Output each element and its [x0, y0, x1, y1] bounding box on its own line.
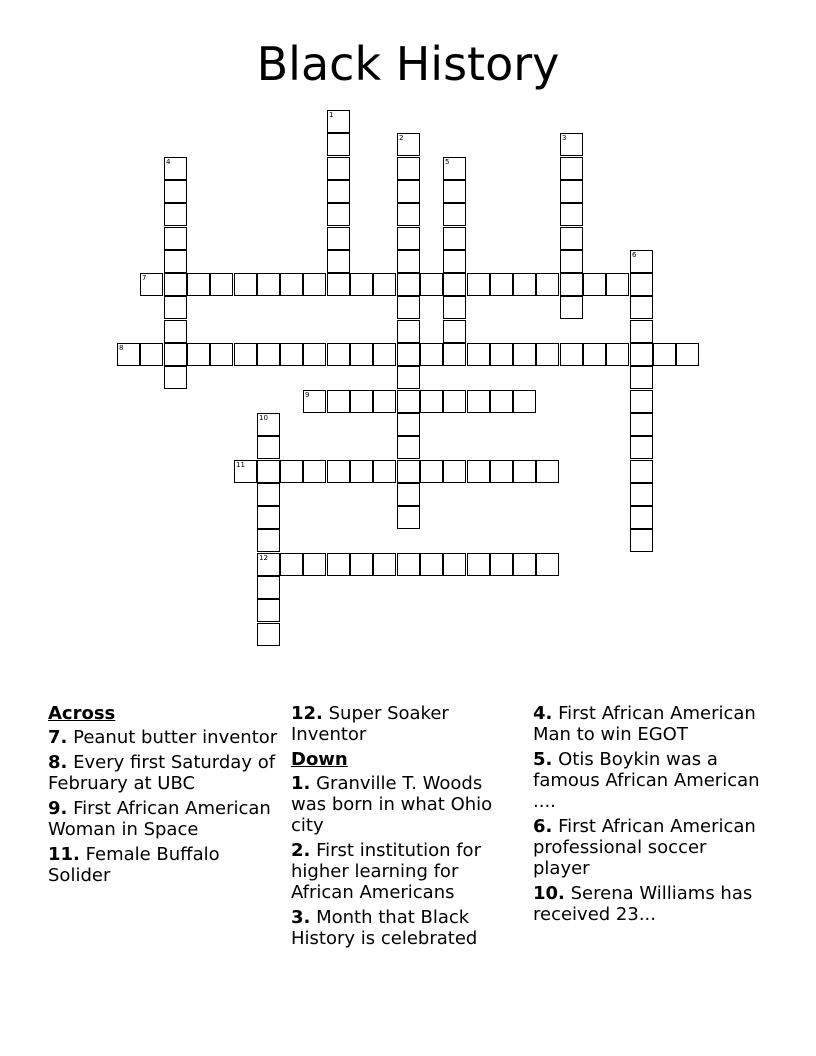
- grid-cell[interactable]: [327, 460, 350, 483]
- grid-cell[interactable]: [397, 343, 420, 366]
- grid-cell[interactable]: [210, 343, 233, 366]
- cell-number: 3: [562, 134, 567, 142]
- grid-cell[interactable]: [234, 273, 257, 296]
- grid-cell[interactable]: [257, 529, 280, 552]
- grid-cell[interactable]: [397, 366, 420, 389]
- grid-cell[interactable]: [397, 273, 420, 296]
- grid-cell[interactable]: [164, 227, 187, 250]
- grid-cell[interactable]: [630, 296, 653, 319]
- grid-cell[interactable]: [560, 250, 583, 273]
- grid-cell[interactable]: [513, 390, 536, 413]
- grid-cell[interactable]: [397, 133, 420, 156]
- grid-cell[interactable]: [397, 506, 420, 529]
- grid-cell[interactable]: [560, 203, 583, 226]
- grid-cell[interactable]: [630, 250, 653, 273]
- grid-cell[interactable]: [630, 506, 653, 529]
- grid-cell[interactable]: [630, 483, 653, 506]
- grid-cell[interactable]: [420, 460, 443, 483]
- cell-number: 9: [305, 391, 310, 399]
- clue-down-6: 6. First African American professional soccer player: [533, 816, 756, 879]
- grid-cell[interactable]: [327, 180, 350, 203]
- grid-cell[interactable]: [443, 157, 466, 180]
- grid-cell[interactable]: [303, 343, 326, 366]
- grid-cell[interactable]: [397, 413, 420, 436]
- grid-cell[interactable]: [443, 320, 466, 343]
- grid-cell[interactable]: [630, 413, 653, 436]
- grid-cell[interactable]: [536, 273, 559, 296]
- grid-cell[interactable]: [653, 343, 676, 366]
- grid-cell[interactable]: [187, 273, 210, 296]
- clue-column-1: [48, 703, 284, 890]
- grid-cell[interactable]: [164, 203, 187, 226]
- grid-cell[interactable]: [373, 553, 396, 576]
- grid-cell[interactable]: [164, 320, 187, 343]
- grid-cell[interactable]: [373, 273, 396, 296]
- grid-cell[interactable]: [630, 343, 653, 366]
- cell-number: 6: [632, 251, 637, 259]
- grid-cell[interactable]: [327, 553, 350, 576]
- grid-cell[interactable]: [560, 180, 583, 203]
- grid-cell[interactable]: [257, 506, 280, 529]
- cell-number: 7: [142, 274, 147, 282]
- clue-down-10: 10. Serena Williams has received 23...: [533, 883, 753, 925]
- grid-cell[interactable]: [397, 320, 420, 343]
- grid-cell[interactable]: [630, 460, 653, 483]
- grid-cell[interactable]: [234, 460, 257, 483]
- clue-across-9: 9. First African American Woman in Space: [48, 798, 271, 840]
- grid-cell[interactable]: [187, 343, 210, 366]
- clue-across-12: 12. Super Soaker Inventor: [291, 703, 449, 745]
- grid-cell[interactable]: [373, 343, 396, 366]
- grid-cell[interactable]: [257, 599, 280, 622]
- grid-cell[interactable]: [467, 553, 490, 576]
- grid-cell[interactable]: [560, 227, 583, 250]
- grid-cell[interactable]: [560, 296, 583, 319]
- grid-cell[interactable]: [234, 343, 257, 366]
- grid-cell[interactable]: [257, 483, 280, 506]
- grid-cell[interactable]: [467, 390, 490, 413]
- grid-cell[interactable]: [350, 343, 373, 366]
- grid-cell[interactable]: [140, 343, 163, 366]
- grid-cell[interactable]: [397, 483, 420, 506]
- grid-cell[interactable]: [630, 320, 653, 343]
- grid-cell[interactable]: [327, 133, 350, 156]
- grid-cell[interactable]: [443, 390, 466, 413]
- grid-cell[interactable]: [327, 273, 350, 296]
- grid-cell[interactable]: [443, 343, 466, 366]
- clue-down-4: 4. First African American Man to win EGOT: [533, 703, 756, 745]
- grid-cell[interactable]: [257, 576, 280, 599]
- grid-cell[interactable]: [257, 623, 280, 646]
- grid-cell[interactable]: [280, 343, 303, 366]
- cell-number: 11: [236, 461, 245, 469]
- grid-cell[interactable]: [280, 553, 303, 576]
- grid-cell[interactable]: [630, 390, 653, 413]
- grid-cell[interactable]: [280, 460, 303, 483]
- grid-cell[interactable]: [490, 553, 513, 576]
- grid-cell[interactable]: [257, 553, 280, 576]
- grid-cell[interactable]: [490, 343, 513, 366]
- grid-cell[interactable]: [630, 366, 653, 389]
- puzzle-title: Black History: [256, 37, 560, 91]
- grid-cell[interactable]: [606, 343, 629, 366]
- grid-cell[interactable]: [560, 343, 583, 366]
- grid-cell[interactable]: [420, 553, 443, 576]
- grid-cell[interactable]: [280, 273, 303, 296]
- grid-cell[interactable]: [443, 250, 466, 273]
- grid-cell[interactable]: [303, 460, 326, 483]
- clue-across-7: 7. Peanut butter inventor: [48, 727, 278, 748]
- grid-cell[interactable]: [397, 390, 420, 413]
- grid-cell[interactable]: [420, 273, 443, 296]
- grid-cell[interactable]: [327, 110, 350, 133]
- clue-column-2: [291, 703, 521, 953]
- grid-cell[interactable]: [583, 273, 606, 296]
- grid-cell[interactable]: [630, 529, 653, 552]
- grid-cell[interactable]: [443, 203, 466, 226]
- grid-cell[interactable]: [443, 296, 466, 319]
- grid-cell[interactable]: [350, 460, 373, 483]
- grid-cell[interactable]: [560, 273, 583, 296]
- across-heading: Across: [48, 703, 116, 724]
- grid-cell[interactable]: [536, 460, 559, 483]
- grid-cell[interactable]: [630, 273, 653, 296]
- grid-cell[interactable]: [536, 553, 559, 576]
- grid-cell[interactable]: [303, 553, 326, 576]
- cell-number: 12: [259, 554, 268, 562]
- grid-cell[interactable]: [397, 203, 420, 226]
- grid-cell[interactable]: [257, 273, 280, 296]
- grid-cell[interactable]: [210, 273, 233, 296]
- clue-down-3: 3. Month that Black History is celebrated: [291, 907, 478, 949]
- cell-number: 5: [445, 158, 450, 166]
- grid-cell[interactable]: [443, 553, 466, 576]
- down-heading: Down: [291, 749, 348, 770]
- grid-cell[interactable]: [490, 390, 513, 413]
- clue-down-2: 2. First institution for higher learning for African Americans: [291, 840, 481, 903]
- grid-cell[interactable]: [490, 273, 513, 296]
- grid-cell[interactable]: [303, 390, 326, 413]
- grid-cell[interactable]: [606, 273, 629, 296]
- grid-cell[interactable]: [467, 273, 490, 296]
- grid-cell[interactable]: [490, 460, 513, 483]
- grid-cell[interactable]: [443, 180, 466, 203]
- grid-cell[interactable]: [536, 343, 559, 366]
- grid-cell[interactable]: [397, 180, 420, 203]
- cell-number: 2: [399, 134, 404, 142]
- cell-number: 1: [329, 111, 334, 119]
- grid-cell[interactable]: [327, 157, 350, 180]
- grid-cell[interactable]: [513, 273, 536, 296]
- grid-cell[interactable]: [350, 273, 373, 296]
- grid-cell[interactable]: [327, 390, 350, 413]
- grid-cell[interactable]: [397, 227, 420, 250]
- clue-across-11: 11. Female Buffalo Solider: [48, 844, 220, 886]
- grid-cell[interactable]: [420, 343, 443, 366]
- grid-cell[interactable]: [397, 553, 420, 576]
- grid-cell[interactable]: [443, 227, 466, 250]
- grid-cell[interactable]: [397, 460, 420, 483]
- grid-cell[interactable]: [327, 343, 350, 366]
- cell-number: 4: [166, 158, 171, 166]
- cell-number: 8: [119, 344, 124, 352]
- grid-cell[interactable]: [373, 390, 396, 413]
- clue-across-8: 8. Every first Saturday of February at UBC: [48, 752, 276, 794]
- grid-cell[interactable]: [140, 273, 163, 296]
- grid-cell[interactable]: [583, 343, 606, 366]
- grid-cell[interactable]: [327, 250, 350, 273]
- grid-cell[interactable]: [397, 250, 420, 273]
- grid-cell[interactable]: [513, 460, 536, 483]
- grid-cell[interactable]: [164, 343, 187, 366]
- grid-cell[interactable]: [420, 390, 443, 413]
- grid-cell[interactable]: [257, 413, 280, 436]
- grid-cell[interactable]: [397, 296, 420, 319]
- grid-cell[interactable]: [257, 460, 280, 483]
- grid-cell[interactable]: [513, 343, 536, 366]
- grid-cell[interactable]: [327, 227, 350, 250]
- grid-cell[interactable]: [350, 390, 373, 413]
- grid-cell[interactable]: [397, 436, 420, 459]
- grid-cell[interactable]: [164, 157, 187, 180]
- grid-cell[interactable]: [397, 157, 420, 180]
- grid-cell[interactable]: [373, 460, 396, 483]
- cell-number: 10: [259, 414, 268, 422]
- grid-cell[interactable]: [257, 436, 280, 459]
- clue-down-5: 5. Otis Boykin was a famous African American ....: [533, 749, 760, 812]
- clue-column-3: [533, 703, 763, 929]
- grid-cell[interactable]: [164, 180, 187, 203]
- grid-cell[interactable]: [513, 553, 536, 576]
- grid-cell[interactable]: [350, 553, 373, 576]
- grid-cell[interactable]: [560, 133, 583, 156]
- grid-cell[interactable]: [164, 250, 187, 273]
- grid-cell[interactable]: [443, 460, 466, 483]
- grid-cell[interactable]: [443, 273, 466, 296]
- grid-cell[interactable]: [257, 343, 280, 366]
- grid-cell[interactable]: [327, 203, 350, 226]
- grid-cell[interactable]: [164, 273, 187, 296]
- clue-down-1: 1. Granville T. Woods was born in what Ohio city: [291, 773, 493, 836]
- grid-cell[interactable]: [164, 366, 187, 389]
- grid-cell[interactable]: [630, 436, 653, 459]
- grid-cell[interactable]: [303, 273, 326, 296]
- grid-cell[interactable]: [560, 157, 583, 180]
- grid-cell[interactable]: [164, 296, 187, 319]
- grid-cell[interactable]: [467, 460, 490, 483]
- grid-cell[interactable]: [676, 343, 699, 366]
- grid-cell[interactable]: [117, 343, 140, 366]
- grid-cell[interactable]: [467, 343, 490, 366]
